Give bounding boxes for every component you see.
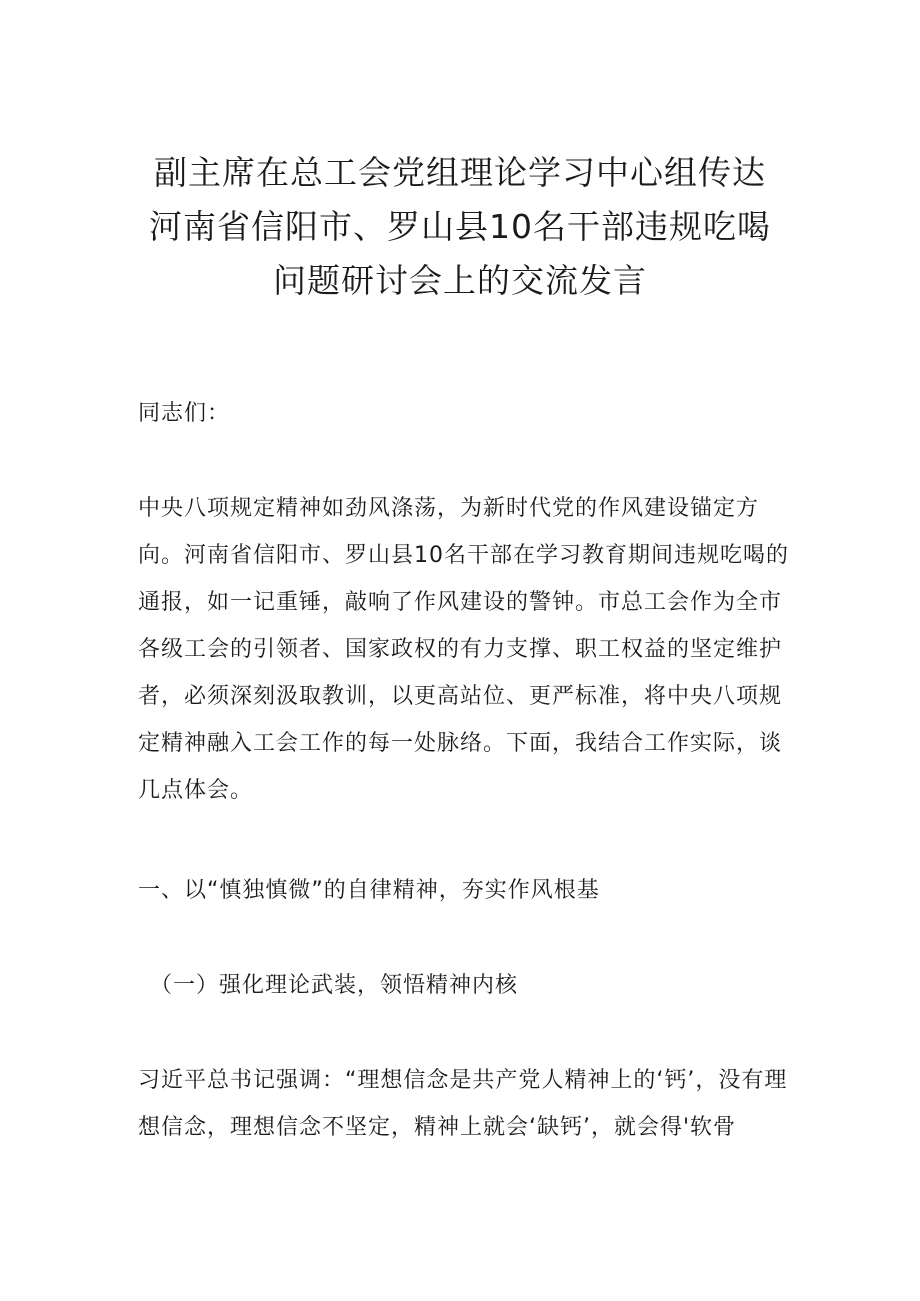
document-title bbox=[60, 146, 860, 308]
quote-paragraph: 习近平总书记强调：“理想信念是共产党人精神上的‘钙’，没有理想信念，理想信念不坚定，精神上就会‘缺钙’，就会得'软骨 bbox=[138, 1068, 788, 1140]
section-heading: 一、以“慎独慎微”的自律精神，夯实作风根基 bbox=[138, 878, 600, 903]
subsection-heading: （一）强化理论武装，领悟精神内核 bbox=[150, 973, 519, 998]
title-line-1: 副主席在总工会党组理论学习中心组传达 bbox=[154, 153, 766, 192]
salutation: 同志们： bbox=[138, 401, 231, 426]
body-paragraph: 中央八项规定精神如劲风涤荡，为新时代党的作风建设锚定方向。河南省信阳市、罗山县10名干部在学习教育期间违规吃喝的通报，如一记重锤，敲响了作风建设的警钟。市总工会作为全市各级工会的引领者、国家政权的有力支撑、职工权益的坚定维护者，必须深刻汲取教训，以更高站位、更严标准，将中央八项规定精神融入工会工作的每一处脉络。下面，我结合工作实际，谈几点体会。 bbox=[138, 496, 789, 803]
title-line-3: 问题研讨会上的交流发言 bbox=[273, 261, 647, 300]
title-line-2: 河南省信阳市、罗山县10名干部违规吃喝 bbox=[149, 207, 771, 246]
